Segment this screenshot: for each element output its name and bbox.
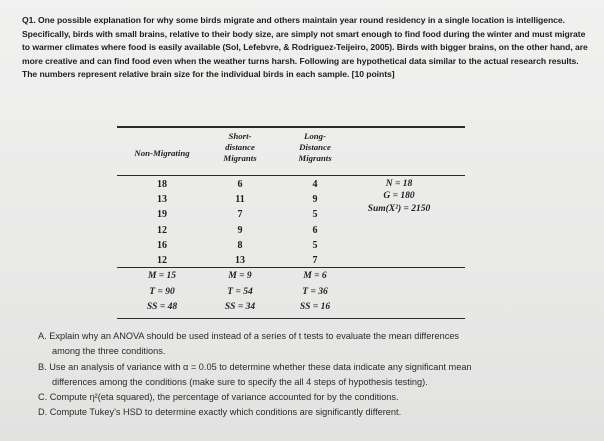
header-short-distance <box>205 131 275 164</box>
part-a <box>38 329 596 360</box>
mean-value: M = 6 <box>303 271 327 281</box>
header-non-migrating <box>117 148 207 159</box>
ss-value: SS = 48 <box>146 302 178 313</box>
summary-short-distance <box>205 269 275 316</box>
overall-n: N = 18 <box>385 179 413 189</box>
overall-stats <box>349 178 449 215</box>
table-cell: 11 <box>235 194 245 206</box>
header-col2-line3: Migrants <box>223 153 257 163</box>
table-cell: 8 <box>237 239 243 251</box>
column-short-distance <box>215 177 265 268</box>
table-cell: 7 <box>312 254 318 266</box>
part-b-line2: differences among the conditions (make sure to specify the all 4 steps of hypothesis testing). <box>52 376 428 387</box>
header-long-distance <box>275 131 355 164</box>
header-col3-line2: Distance <box>299 142 331 152</box>
table-cell: 4 <box>312 179 318 190</box>
header-col2-line2: distance <box>225 142 255 152</box>
table-cell: 6 <box>312 224 318 236</box>
total-value: T = 54 <box>227 286 253 297</box>
part-d-line1: D. Compute Tukey's HSD to determine exactly which conditions are significantly different. <box>38 407 402 418</box>
table-bottom-rule <box>117 318 465 319</box>
table-cell: 19 <box>157 209 167 221</box>
table-cell: 13 <box>157 194 167 206</box>
ss-value: SS = 16 <box>299 302 331 313</box>
table-cell: 7 <box>237 209 243 221</box>
table-top-rule <box>117 126 465 128</box>
table-cell: 5 <box>312 209 318 221</box>
header-col3-line3: Migrants <box>298 153 332 163</box>
table-cell: 9 <box>237 224 243 236</box>
mean-value: M = 15 <box>147 271 177 281</box>
part-b-line1: B. Use an analysis of variance with α = 0.05 to determine whether these data indicate any significant mean <box>38 361 472 372</box>
ss-value: SS = 34 <box>224 302 256 313</box>
column-long-distance <box>290 177 340 268</box>
table-cell: 16 <box>157 239 167 251</box>
total-value: T = 90 <box>149 286 175 297</box>
question-text <box>22 14 592 82</box>
part-b <box>38 360 596 391</box>
total-value: T = 36 <box>302 286 328 297</box>
overall-sum-x2: Sum(X²) = 2150 <box>367 203 431 214</box>
summary-long-distance <box>280 269 350 316</box>
header-col3-line1: Long- <box>304 131 326 141</box>
table-cell: 6 <box>237 179 243 190</box>
question-parts <box>38 329 596 421</box>
header-col2-line1: Short- <box>228 131 252 141</box>
part-a-line2: among the three conditions. <box>52 346 166 357</box>
mean-value: M = 9 <box>228 271 252 281</box>
question-paragraph: Q1. One possible explanation for why some birds migrate and others maintain year round residency in a single location is intelligence. Specifically, birds with small brains, relative to their body size, are simply not smart enough to find food during the winter and must migrate to warmer climates where food is easily available (Sol, Lefebvre, & Rodriguez-Teijeiro, 2005). Birds with bigger brains, on the other hand, are more creative and can find food even when the weather turns harsh. Following are hypothetical data similar to the actual research results. The numbers represent relative brain size for the individual birds in each sample. [10 points] <box>22 15 588 80</box>
table-cell: 18 <box>157 179 167 190</box>
summary-non-migrating <box>127 269 197 316</box>
table-cell: 12 <box>157 254 167 266</box>
table-header-rule <box>117 175 465 176</box>
table-cell: 5 <box>312 239 318 251</box>
part-d <box>38 405 596 420</box>
part-c <box>38 390 596 405</box>
table-cell: 12 <box>157 224 167 236</box>
header-col1: Non-Migrating <box>134 148 190 158</box>
part-c-line1: C. Compute η²(eta squared), the percentage of variance accounted for by the conditions. <box>38 392 399 403</box>
data-table <box>117 126 465 324</box>
table-cell: 13 <box>235 254 245 266</box>
table-cell: 9 <box>312 194 318 206</box>
overall-g: G = 180 <box>383 191 415 202</box>
part-a-line1: A. Explain why an ANOVA should be used instead of a series of t tests to evaluate the mean differences <box>38 331 460 341</box>
column-non-migrating <box>137 177 187 268</box>
